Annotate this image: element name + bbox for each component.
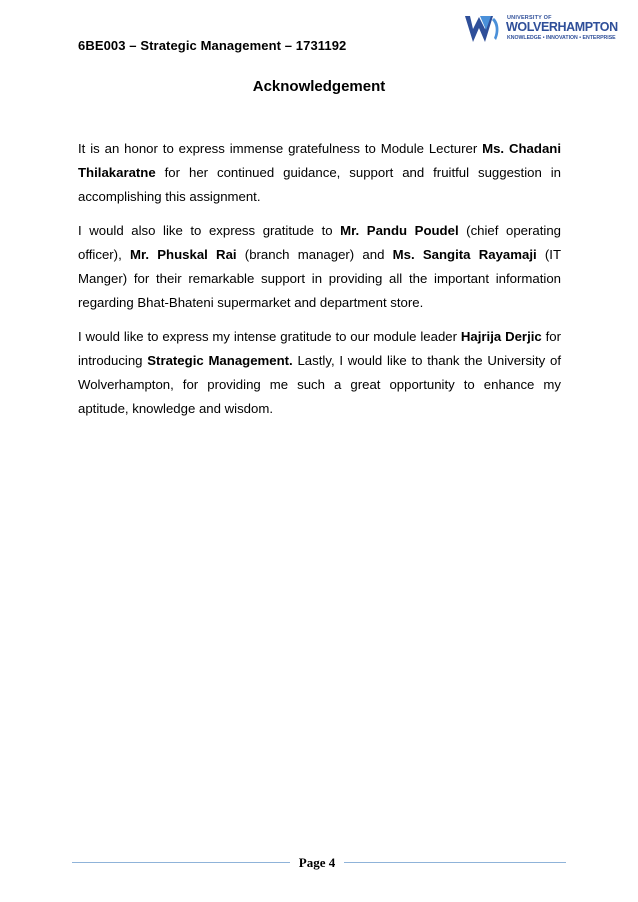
branch-manager-name: Mr. Phuskal Rai <box>129 247 237 262</box>
logo-small-text: UNIVERSITY OF <box>507 15 552 21</box>
paragraph-text: for introducing <box>78 329 561 368</box>
university-logo <box>464 12 618 46</box>
module-name: Strategic Management. <box>147 353 293 368</box>
paragraph-3 <box>78 325 561 421</box>
running-header: 6BE003 – Strategic Management – 1731192 <box>78 38 347 53</box>
coo-name: Mr. Pandu Poudel <box>340 223 459 238</box>
it-manager-name: Ms. Sangita Rayamaji <box>392 247 537 262</box>
paragraph-text: I would also like to express gratitude to <box>78 223 341 238</box>
body-content <box>78 137 561 431</box>
page-number: Page 4 <box>298 855 336 870</box>
paragraph-text: (IT Manger) for their remarkable support in providing all the important information regarding Bhat-Bhateni supermarket and department store. <box>78 247 561 310</box>
footer-rule-right <box>344 862 566 863</box>
paragraph-text: for her continued guidance, support and fruitful suggestion in accomplishing this assignment. <box>78 165 561 204</box>
paragraph-2 <box>78 219 561 315</box>
paragraph-text: It is an honor to express immense gratefulness to Module Lecturer <box>78 141 483 156</box>
footer-rule-left <box>72 862 290 863</box>
paragraph-text: (chief operating officer), <box>78 223 561 262</box>
page-title: Acknowledgement <box>252 78 386 95</box>
university-logo-icon <box>464 14 502 44</box>
paragraph-text: I would like to express my intense gratitude to our module leader <box>78 329 461 344</box>
paragraph-text: (branch manager) and <box>236 247 393 262</box>
lecturer-name: Ms. Chadani Thilakaratne <box>78 141 561 180</box>
paragraph-1 <box>78 137 561 209</box>
module-leader-name: Hajrija Derjic <box>460 329 542 344</box>
logo-tagline: KNOWLEDGE • INNOVATION • ENTERPRISE <box>507 35 616 41</box>
logo-name: WOLVERHAMPTON <box>506 20 618 34</box>
paragraph-text: Lastly, I would like to thank the University of Wolverhampton, for providing me such a great opportunity to enhance my aptitude, knowledge and wisdom. <box>78 353 561 416</box>
